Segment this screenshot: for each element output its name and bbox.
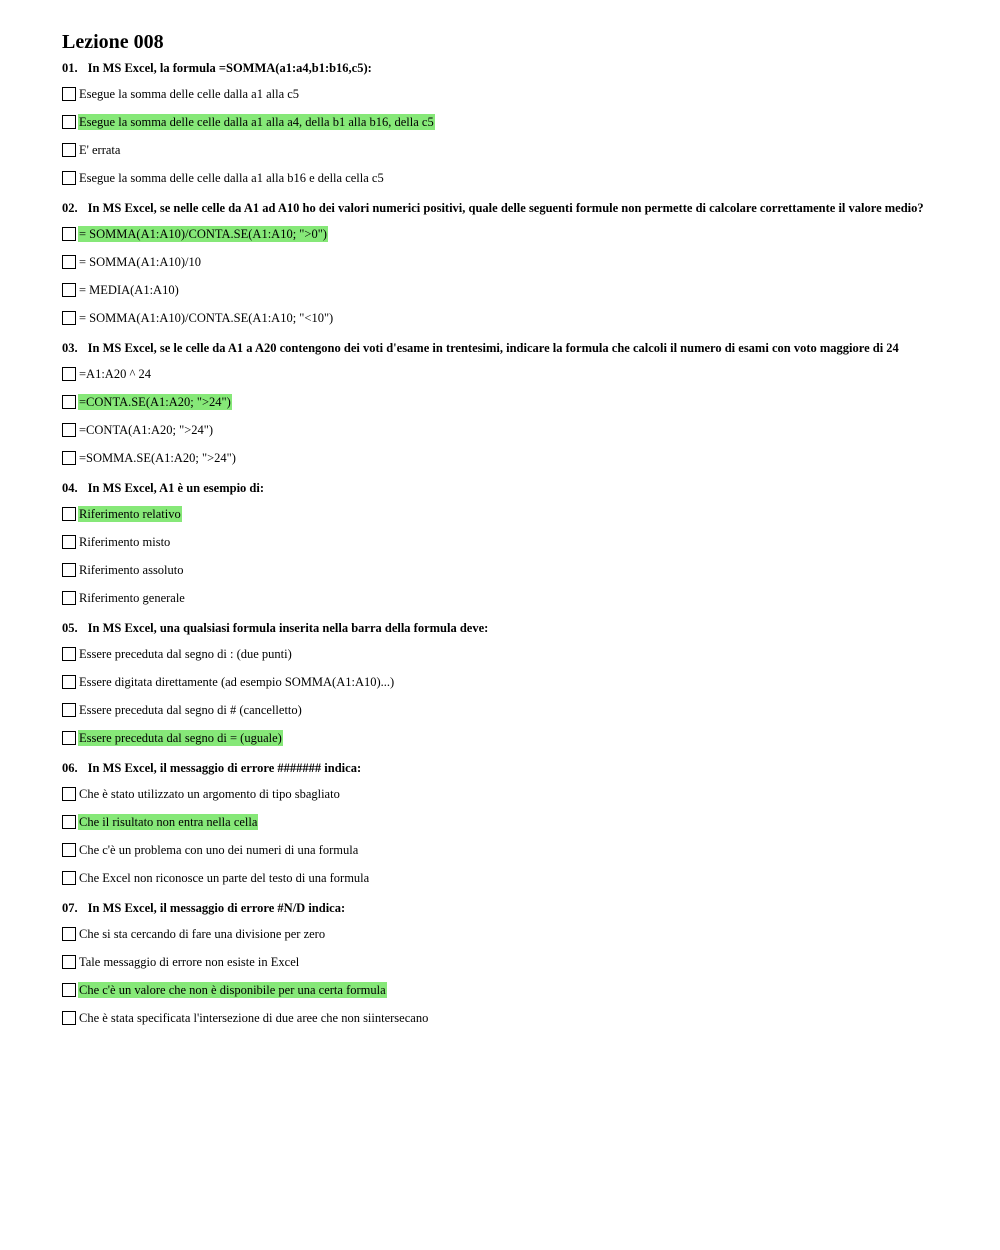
answer-checkbox[interactable]	[62, 787, 76, 801]
answer-checkbox[interactable]	[62, 115, 76, 129]
answer-option[interactable]	[62, 253, 972, 271]
answer-text-correct: = SOMMA(A1:A10)/CONTA.SE(A1:A10; ">0")	[79, 227, 327, 241]
page-title: Lezione 008	[62, 31, 164, 53]
answer-checkbox[interactable]	[62, 731, 76, 745]
question-number: 02.	[62, 201, 78, 215]
question-block	[62, 480, 972, 607]
answer-option[interactable]	[62, 701, 972, 719]
question-label: In MS Excel, A1 è un esempio di:	[87, 481, 265, 495]
answer-checkbox[interactable]	[62, 143, 76, 157]
question-block	[62, 620, 972, 747]
answer-checkbox[interactable]	[62, 451, 76, 465]
answer-text-correct: Che il risultato non entra nella cella	[79, 815, 258, 829]
question-label: In MS Excel, il messaggio di errore ####### indica:	[87, 761, 362, 775]
question-number: 06.	[62, 761, 78, 775]
answer-checkbox[interactable]	[62, 955, 76, 969]
answer-checkbox[interactable]	[62, 311, 76, 325]
answer-text: Che si sta cercando di fare una divisione per zero	[79, 927, 326, 941]
answer-checkbox[interactable]	[62, 563, 76, 577]
answer-option[interactable]	[62, 813, 972, 831]
question-label: In MS Excel, se nelle celle da A1 ad A10 ho dei valori numerici positivi, quale delle seguenti formule non permette di calcolare correttamente il valore medio?	[87, 201, 924, 215]
quiz-page	[62, 30, 972, 1040]
answer-option[interactable]	[62, 365, 972, 383]
answer-text: E' errata	[79, 143, 121, 157]
answer-text-correct: Che c'è un valore che non è disponibile per una certa formula	[79, 983, 386, 997]
answer-text: Esegue la somma delle celle dalla a1 alla b16 e della cella c5	[79, 171, 384, 185]
answer-option[interactable]	[62, 533, 972, 551]
answer-option[interactable]	[62, 505, 972, 523]
question-label: In MS Excel, la formula =SOMMA(a1:a4,b1:b16,c5):	[87, 61, 372, 75]
question-block	[62, 760, 972, 887]
answer-option[interactable]	[62, 85, 972, 103]
question-text	[62, 760, 972, 776]
question-label: In MS Excel, una qualsiasi formula inserita nella barra della formula deve:	[87, 621, 489, 635]
answer-checkbox[interactable]	[62, 255, 76, 269]
answer-checkbox[interactable]	[62, 927, 76, 941]
answer-text-correct: Esegue la somma delle celle dalla a1 alla a4, della b1 alla b16, della c5	[79, 115, 434, 129]
answer-text: Esegue la somma delle celle dalla a1 alla c5	[79, 87, 300, 101]
answer-checkbox[interactable]	[62, 535, 76, 549]
question-label: In MS Excel, se le celle da A1 a A20 contengono dei voti d'esame in trentesimi, indicare la formula che calcoli il numero di esami con voto maggiore di 24	[87, 341, 899, 355]
answer-text: Riferimento misto	[79, 535, 171, 549]
answer-text: Essere preceduta dal segno di # (cancelletto)	[79, 703, 302, 717]
answer-text: Che è stato utilizzato un argomento di tipo sbagliato	[79, 787, 340, 801]
question-list	[62, 60, 972, 1027]
question-block	[62, 60, 972, 187]
answer-text: = SOMMA(A1:A10)/10	[79, 255, 201, 269]
answer-option[interactable]	[62, 673, 972, 691]
question-block	[62, 200, 972, 327]
question-number: 07.	[62, 901, 78, 915]
question-text	[62, 900, 972, 916]
answer-checkbox[interactable]	[62, 423, 76, 437]
answer-option[interactable]	[62, 953, 972, 971]
answer-option[interactable]	[62, 645, 972, 663]
question-number: 03.	[62, 341, 78, 355]
answer-checkbox[interactable]	[62, 395, 76, 409]
answer-option[interactable]	[62, 309, 972, 327]
question-label: In MS Excel, il messaggio di errore #N/D indica:	[87, 901, 346, 915]
question-block	[62, 900, 972, 1027]
answer-checkbox[interactable]	[62, 591, 76, 605]
answer-checkbox[interactable]	[62, 283, 76, 297]
answer-option[interactable]	[62, 869, 972, 887]
question-number: 05.	[62, 621, 78, 635]
answer-text: =SOMMA.SE(A1:A20; ">24")	[79, 451, 236, 465]
answer-checkbox[interactable]	[62, 703, 76, 717]
answer-text: Che c'è un problema con uno dei numeri di una formula	[79, 843, 359, 857]
answer-text: =A1:A20 ^ 24	[79, 367, 151, 381]
answer-checkbox[interactable]	[62, 227, 76, 241]
question-number: 04.	[62, 481, 78, 495]
answer-text: Che è stata specificata l'intersezione di due aree che non siintersecano	[79, 1011, 429, 1025]
answer-option[interactable]	[62, 785, 972, 803]
answer-checkbox[interactable]	[62, 983, 76, 997]
answer-checkbox[interactable]	[62, 843, 76, 857]
answer-text: Riferimento assoluto	[79, 563, 184, 577]
answer-option[interactable]	[62, 169, 972, 187]
answer-option[interactable]	[62, 421, 972, 439]
answer-text: = SOMMA(A1:A10)/CONTA.SE(A1:A10; "<10")	[79, 311, 334, 325]
answer-checkbox[interactable]	[62, 171, 76, 185]
answer-text: Essere digitata direttamente (ad esempio SOMMA(A1:A10)...)	[79, 675, 395, 689]
question-text	[62, 480, 972, 496]
answer-checkbox[interactable]	[62, 507, 76, 521]
answer-option[interactable]	[62, 729, 972, 747]
answer-option[interactable]	[62, 141, 972, 159]
answer-option[interactable]	[62, 841, 972, 859]
question-text	[62, 60, 972, 76]
answer-text: Essere preceduta dal segno di : (due punti)	[79, 647, 292, 661]
answer-option[interactable]	[62, 981, 972, 999]
answer-checkbox[interactable]	[62, 647, 76, 661]
answer-text-correct: =CONTA.SE(A1:A20; ">24")	[79, 395, 231, 409]
answer-checkbox[interactable]	[62, 815, 76, 829]
answer-option[interactable]	[62, 561, 972, 579]
answer-checkbox[interactable]	[62, 871, 76, 885]
answer-text: Riferimento generale	[79, 591, 185, 605]
question-block	[62, 340, 972, 467]
answer-text-correct: Essere preceduta dal segno di = (uguale)	[79, 731, 282, 745]
question-text	[62, 200, 972, 216]
answer-text-correct: Riferimento relativo	[79, 507, 181, 521]
answer-option[interactable]	[62, 589, 972, 607]
answer-text: =CONTA(A1:A20; ">24")	[79, 423, 214, 437]
answer-option[interactable]	[62, 113, 972, 131]
answer-text: = MEDIA(A1:A10)	[79, 283, 179, 297]
answer-checkbox[interactable]	[62, 1011, 76, 1025]
answer-option[interactable]	[62, 281, 972, 299]
answer-option[interactable]	[62, 925, 972, 943]
answer-option[interactable]	[62, 449, 972, 467]
answer-checkbox[interactable]	[62, 367, 76, 381]
answer-checkbox[interactable]	[62, 675, 76, 689]
answer-text: Tale messaggio di errore non esiste in Excel	[79, 955, 300, 969]
answer-option[interactable]	[62, 225, 972, 243]
question-text	[62, 620, 972, 636]
question-number: 01.	[62, 61, 78, 75]
answer-option[interactable]	[62, 1009, 972, 1027]
answer-text: Che Excel non riconosce un parte del testo di una formula	[79, 871, 370, 885]
answer-checkbox[interactable]	[62, 87, 76, 101]
question-text	[62, 340, 972, 356]
answer-option[interactable]	[62, 393, 972, 411]
